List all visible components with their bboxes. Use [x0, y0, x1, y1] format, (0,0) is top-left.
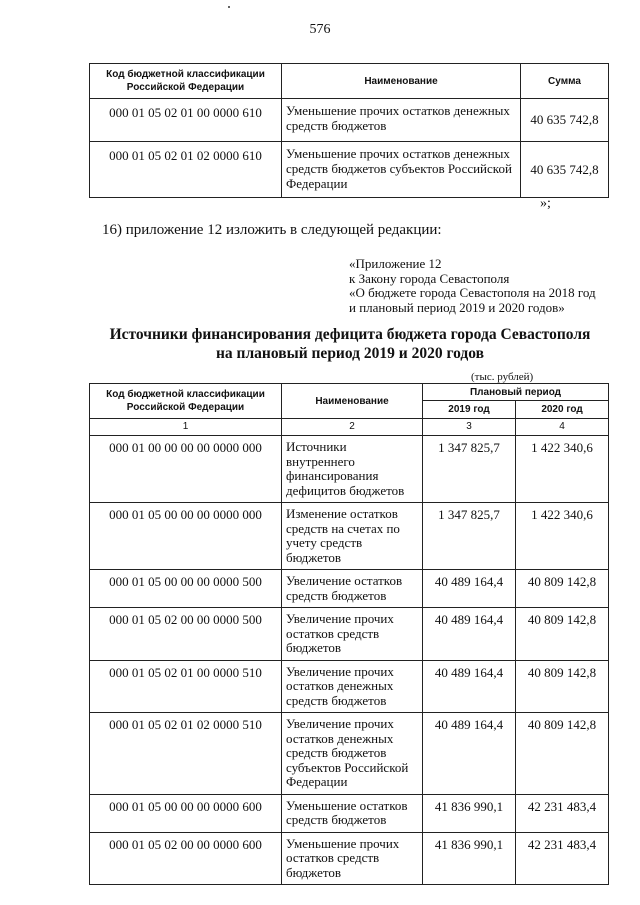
table-header-row — [90, 64, 609, 99]
cell-name: Увеличение остатков средств бюджетов — [282, 570, 423, 608]
cell-2020: 42 231 483,4 — [516, 832, 609, 885]
table-row — [90, 832, 609, 885]
cell-code: 000 01 05 00 00 00 0000 600 — [90, 794, 282, 832]
table-row — [90, 608, 609, 661]
appendix-line: и плановый период 2019 и 2020 годов» — [349, 299, 565, 315]
table-row — [90, 142, 609, 198]
cell-2020: 40 809 142,8 — [516, 713, 609, 795]
cell-name: Источники внутреннего финансирования дефицитов бюджетов — [282, 436, 423, 503]
financing-sources-table — [89, 383, 609, 885]
column-number-row — [90, 419, 609, 436]
amendment-item-16: 16) приложение 12 изложить в следующей редакции: — [102, 222, 442, 238]
header-code: Код бюджетной классификации Российской Федерации — [90, 64, 282, 99]
budget-table-continued — [89, 63, 609, 198]
cell-2019: 41 836 990,1 — [423, 794, 516, 832]
closing-quote: »; — [540, 196, 551, 211]
cell-2019: 40 489 164,4 — [423, 608, 516, 661]
column-number: 1 — [90, 419, 282, 436]
header-name: Наименование — [282, 384, 423, 419]
column-number: 2 — [282, 419, 423, 436]
cell-code: 000 01 05 00 00 00 0000 000 — [90, 503, 282, 570]
cell-2019: 40 489 164,4 — [423, 660, 516, 713]
appendix-header — [349, 257, 596, 315]
header-code: Код бюджетной классификации Российской Федерации — [90, 384, 282, 419]
table-row — [90, 503, 609, 570]
cell-code: 000 01 05 02 01 02 0000 510 — [90, 713, 282, 795]
page-number: 576 — [309, 22, 331, 37]
table-row — [90, 436, 609, 503]
title-line: Источники финансирования дефицита бюджета города Севастополя — [109, 326, 591, 343]
cell-code: 000 01 05 02 01 02 0000 610 — [90, 142, 282, 198]
document-title — [0, 325, 640, 363]
header-name: Наименование — [282, 64, 521, 99]
cell-name: Уменьшение прочих остатков денежных средств бюджетов субъектов Российской Федерации — [282, 142, 521, 198]
cell-code: 000 01 00 00 00 00 0000 000 — [90, 436, 282, 503]
cell-sum: 40 635 742,8 — [521, 142, 609, 198]
column-number: 4 — [516, 419, 609, 436]
cell-sum: 40 635 742,8 — [521, 99, 609, 142]
header-sum: Сумма — [521, 64, 609, 99]
title-line: на плановый период 2019 и 2020 годов — [216, 345, 484, 362]
cell-code: 000 01 05 02 01 00 0000 610 — [90, 99, 282, 142]
cell-code: 000 01 05 02 00 00 0000 500 — [90, 608, 282, 661]
cell-2019: 41 836 990,1 — [423, 832, 516, 885]
cell-2020: 1 422 340,6 — [516, 436, 609, 503]
cell-2019: 40 489 164,4 — [423, 570, 516, 608]
table-row — [90, 570, 609, 608]
cell-2019: 40 489 164,4 — [423, 713, 516, 795]
cell-2020: 42 231 483,4 — [516, 794, 609, 832]
header-planned-period: Плановый период — [423, 384, 609, 401]
cell-2019: 1 347 825,7 — [423, 503, 516, 570]
cell-2020: 1 422 340,6 — [516, 503, 609, 570]
cell-2020: 40 809 142,8 — [516, 570, 609, 608]
cell-2020: 40 809 142,8 — [516, 608, 609, 661]
cell-2020: 40 809 142,8 — [516, 660, 609, 713]
cell-code: 000 01 05 02 01 00 0000 510 — [90, 660, 282, 713]
cell-name: Уменьшение остатков средств бюджетов — [282, 794, 423, 832]
scan-dot — [228, 6, 230, 8]
table-header-row — [90, 384, 609, 401]
cell-code: 000 01 05 00 00 00 0000 500 — [90, 570, 282, 608]
cell-2019: 1 347 825,7 — [423, 436, 516, 503]
table-row — [90, 660, 609, 713]
cell-code: 000 01 05 02 00 00 0000 600 — [90, 832, 282, 885]
cell-name: Увеличение прочих остатков денежных средств бюджетов — [282, 660, 423, 713]
cell-name: Уменьшение прочих остатков денежных средств бюджетов — [282, 99, 521, 142]
table-row — [90, 794, 609, 832]
cell-name: Изменение остатков средств на счетах по учету средств бюджетов — [282, 503, 423, 570]
header-2019: 2019 год — [423, 401, 516, 419]
appendix-line: «Приложение 12 — [349, 256, 442, 271]
cell-name: Увеличение прочих остатков денежных средств бюджетов субъектов Российской Федерации — [282, 713, 423, 795]
table-row — [90, 713, 609, 795]
header-2020: 2020 год — [516, 401, 609, 419]
appendix-line: к Закону города Севастополя — [349, 270, 510, 286]
table-row — [90, 99, 609, 142]
column-number: 3 — [423, 419, 516, 436]
cell-name: Уменьшение прочих остатков средств бюджетов — [282, 832, 423, 885]
cell-name: Увеличение прочих остатков средств бюджетов — [282, 608, 423, 661]
appendix-line: «О бюджете города Севастополя на 2018 год — [349, 285, 596, 300]
units-note: (тыс. рублей) — [471, 371, 534, 383]
